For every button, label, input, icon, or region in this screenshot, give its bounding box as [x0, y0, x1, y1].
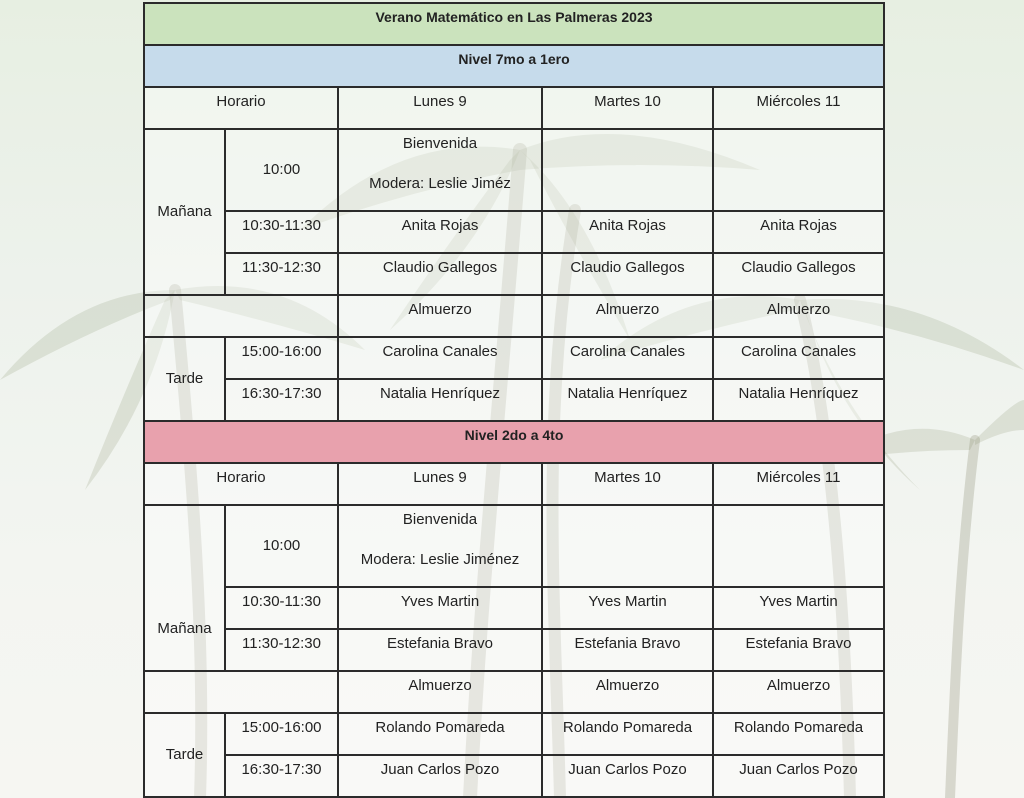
session-cell: Rolando Pomareda — [713, 713, 884, 755]
time-slot: 10:30-11:30 — [225, 211, 338, 253]
time-slot: 15:00-16:00 — [225, 337, 338, 379]
session-cell: Juan Carlos Pozo — [713, 755, 884, 797]
level-1-heading: Nivel 7mo a 1ero — [144, 45, 884, 87]
empty-cell — [144, 295, 338, 337]
lunch-cell: Almuerzo — [338, 671, 542, 713]
lunch-cell: Almuerzo — [713, 671, 884, 713]
session-cell: Anita Rojas — [338, 211, 542, 253]
lunch-cell: Almuerzo — [542, 295, 713, 337]
time-slot: 16:30-17:30 — [225, 755, 338, 797]
session-cell: Yves Martin — [713, 587, 884, 629]
lunch-cell: Almuerzo — [338, 295, 542, 337]
period-label-afternoon: Tarde — [144, 713, 225, 797]
lunch-cell: Almuerzo — [713, 295, 884, 337]
time-slot: 11:30-12:30 — [225, 629, 338, 671]
welcome-cell — [338, 129, 542, 211]
welcome-moderator: Modera: Leslie Jiméz — [369, 175, 511, 192]
period-label-morning: Mañana — [144, 587, 225, 671]
session-cell: Natalia Henríquez — [542, 379, 713, 421]
session-cell: Rolando Pomareda — [338, 713, 542, 755]
session-cell: Natalia Henríquez — [713, 379, 884, 421]
empty-cell — [713, 129, 884, 211]
time-slot: 10:30-11:30 — [225, 587, 338, 629]
horario-header: Horario — [144, 463, 338, 505]
session-cell: Claudio Gallegos — [713, 253, 884, 295]
lunch-cell: Almuerzo — [542, 671, 713, 713]
day-header-wednesday: Miércoles 11 — [713, 87, 884, 129]
session-cell: Natalia Henríquez — [338, 379, 542, 421]
session-cell: Carolina Canales — [542, 337, 713, 379]
session-cell: Claudio Gallegos — [542, 253, 713, 295]
welcome-time: 10:00 — [225, 505, 338, 587]
session-cell: Yves Martin — [338, 587, 542, 629]
horario-header: Horario — [144, 87, 338, 129]
welcome-title: Bienvenida — [402, 511, 478, 528]
session-cell: Estefania Bravo — [713, 629, 884, 671]
session-cell: Anita Rojas — [542, 211, 713, 253]
welcome-moderator: Modera: Leslie Jiménez — [360, 551, 520, 568]
empty-cell — [713, 505, 884, 587]
session-cell: Estefania Bravo — [542, 629, 713, 671]
welcome-title: Bienvenida — [402, 135, 478, 152]
day-header-monday: Lunes 9 — [338, 463, 542, 505]
session-cell: Carolina Canales — [338, 337, 542, 379]
welcome-cell — [338, 505, 542, 587]
empty-cell — [542, 505, 713, 587]
day-header-wednesday: Miércoles 11 — [713, 463, 884, 505]
level-2-heading: Nivel 2do a 4to — [144, 421, 884, 463]
session-cell: Carolina Canales — [713, 337, 884, 379]
welcome-time: 10:00 — [225, 129, 338, 211]
session-cell: Rolando Pomareda — [542, 713, 713, 755]
empty-cell — [144, 505, 225, 587]
period-label-morning: Mañana — [144, 129, 225, 295]
empty-cell — [144, 671, 338, 713]
period-label-afternoon: Tarde — [144, 337, 225, 421]
session-cell: Yves Martin — [542, 587, 713, 629]
empty-cell — [542, 129, 713, 211]
day-header-tuesday: Martes 10 — [542, 87, 713, 129]
day-header-tuesday: Martes 10 — [542, 463, 713, 505]
session-cell: Claudio Gallegos — [338, 253, 542, 295]
time-slot: 11:30-12:30 — [225, 253, 338, 295]
session-cell: Anita Rojas — [713, 211, 884, 253]
session-cell: Juan Carlos Pozo — [542, 755, 713, 797]
time-slot: 16:30-17:30 — [225, 379, 338, 421]
session-cell: Juan Carlos Pozo — [338, 755, 542, 797]
schedule-table — [143, 2, 885, 798]
time-slot: 15:00-16:00 — [225, 713, 338, 755]
schedule-title: Verano Matemático en Las Palmeras 2023 — [144, 3, 884, 45]
session-cell: Estefania Bravo — [338, 629, 542, 671]
day-header-monday: Lunes 9 — [338, 87, 542, 129]
